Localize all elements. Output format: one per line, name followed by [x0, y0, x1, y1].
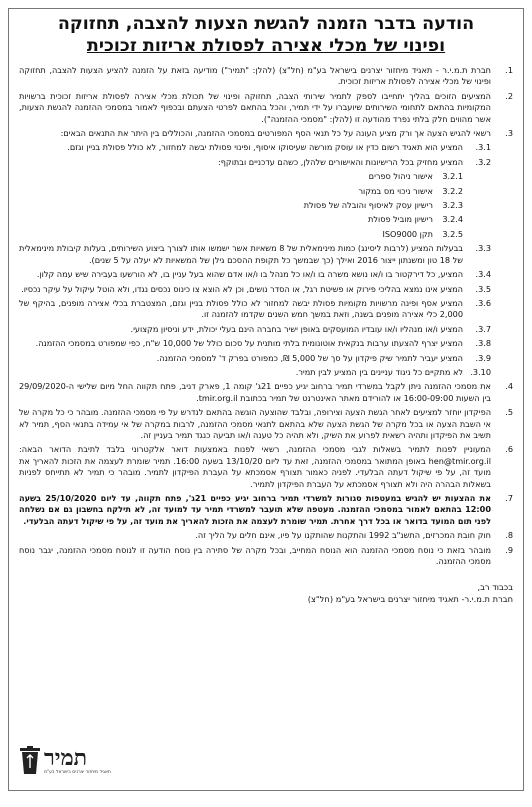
condition-item — [19, 324, 491, 335]
condition-text: המציע אינו נמצא בהליכי פירוק או פשיטת רגל, או הסדר נושים, וכן לא הוצא צו כינוס נכסים נגדו, ולא הוטל עיקול על עיקר נכסיו. — [21, 283, 463, 294]
item-text: הפיקדון יוחזר למציעים לאחר הגשת הצעה וצירופה, ובלבד שהוצעה הוגשה בהתאם לנדרש על פי מסמכי ההזמנה. מובהר כי כל מקרה של אי השבת הצעה או בכל מקרה של הגשת הצעה שלא בהתאם לתנאי מסמכי ההזמנה, לרבות במקרה של אי עמידה בתנאי הסף, תמיר לא תשיב את הפיקדון ותהיה רשאית לפרוע את השיק, ולא תהיה כל טענה ו/או תביעה כנגד תמיר בעניין זה. — [19, 407, 491, 440]
license-number: 3.2.2 — [442, 185, 463, 196]
list-item — [19, 91, 513, 125]
item-text: המציעים הזוכים בהליך יתחייבו לספק לתמיר שירותי הצבה, תחזוקה ופינוי של תכולת מכלי אצירה לפסולת אריזות זכוכית ברשויות המקומיות בהתאם לתחומי השירותים שיועברו על ידי תמיר, והכל בהתאם לפרטי הצעתם ובכפוף לאמור במסמכי ההזמנה להגשת הצעות, אשר מהווים חלק בלתי נפרד מהודעה זו (להלן: "מסמכי ההזמנה"). — [19, 90, 491, 124]
condition-item — [19, 367, 491, 378]
condition-item — [19, 284, 491, 295]
condition-item — [19, 157, 491, 168]
license-number: 3.2.3 — [442, 200, 463, 211]
condition-text: המציע, כל דירקטור בו ו/או נושא משרה בו ו/או כל מנהל בו ו/או אדם שהוא בעל עניין בו, לא הורשעו בעבירה שיש עמה קלון. — [36, 269, 463, 280]
license-text: רישיון עסק לאיסוף והובלה של פסולת — [303, 200, 433, 211]
license-text: אישור ניהול ספרים — [368, 171, 433, 182]
license-list — [19, 171, 513, 240]
list-item — [19, 545, 513, 568]
tmir-logo — [19, 746, 129, 784]
license-item — [19, 186, 463, 197]
list-item — [19, 530, 513, 541]
notice-title-line1: הודעה בדבר הזמנה להגשת הצעות להצבה, תחזוקה — [57, 14, 475, 34]
item-number: 5. — [505, 407, 513, 418]
logo-tagline: תאגיד מיחזור יצרנים בישראל בע"מ — [44, 770, 111, 775]
license-item — [19, 214, 463, 225]
item-number: 3. — [505, 128, 513, 139]
item-text: את מסמכי ההזמנה ניתן לקבל במשרדי תמיר ברחוב יגיע כפיים 21ג' קומה 1, פארק דניב, פתח תקווה החל מיום שלישי ה-29/09/2020 בין השעות 16:00-09:00 או להורידם מאתר האינטרנט של תמיר בכתובת tmir.org.il. — [19, 381, 491, 403]
list-item — [19, 128, 513, 139]
item-number: 6. — [505, 444, 513, 455]
item-text: את ההצעות יש להגיש במעטפות סגורות למשרדי תמיר ברחוב יגיע כפיים 21ג', פתח תקווה, עד ליום 25/10/2020 בשעה 12:00 בהתאם לאמור במסמכי ההזמנה. מעטפה שלא תועבר למשרדי תמיר עד למועד זה, לא תילקח בחשבון גם אם נשלחה לפני תום המועד בדואר או בכל דרך אחרת. תמיר שומרת לעצמה את הזכות להאריך את מועד זה, על פי שיקול דעתה הבלעדי. — [19, 493, 491, 526]
condition-number: 3.2. — [475, 156, 491, 167]
item-text: חוק חובת המכרזים, התשנ"ב 1992 והתקנות שהותקנו על פיו, אינם חלים על הליך זה. — [195, 530, 491, 541]
license-text: אישור ניכוי מס במקור — [358, 185, 433, 196]
license-item — [19, 200, 463, 211]
closing-signature: חברת ת.מ.י.ר- תאגיד מיחזור יצרנים בישראל בע"מ (חל"צ) — [307, 594, 513, 605]
closing-regards: בכבוד רב, — [477, 582, 513, 593]
condition-item — [19, 142, 491, 153]
condition-text: המציע יעביר לתמיר שיק פיקדון על סך של 5,000 ₪, כמפורט בפרק ד' למסמכי ההזמנה. — [156, 352, 463, 363]
condition-item — [19, 338, 491, 349]
license-text: תקן ISO9000 — [382, 228, 433, 239]
closing — [19, 581, 513, 605]
condition-number: 3.6. — [475, 297, 491, 308]
license-number: 3.2.5 — [442, 228, 463, 239]
item-text: מובהר בזאת כי נוסח מסמכי ההזמנה הוא הנוסח המחייב, ובכל מקרה של סתירה בין נוסח הודעה זו לנוסח מסמכי ההזמנה, יגבר נוסח מסמכי ההזמנה. — [19, 544, 491, 567]
condition-text: המציע הוא תאגיד רשום כדין או עוסק מורשה שעיסוקו איסוף, ופינוי פסולת יבשה למחזור, לא כולל פסולת בניין וגזם. — [67, 142, 463, 153]
condition-number: 3.3. — [475, 243, 491, 254]
logo-word: תמיר — [44, 745, 88, 771]
condition-number: 3.1. — [475, 142, 491, 153]
condition-item — [19, 298, 491, 321]
condition-text: המציע אסף ופינה מרשויות מקומיות פסולת יבשה למחזור לא כולל פסולת בניין וגזם, המצטברת בכלי אצירה מופנים, בהיקף של 2,000 כלי אצירה מופנים בשנה, וזאת במשך חמש השנים שקדמו להזמנה זו. — [19, 297, 463, 320]
license-item — [19, 229, 463, 240]
item-text: חברת ת.מ.י.ר - תאגיד מיחזור יצרנים בישראל בע"מ (חל"צ) (להלן: "תמיר") מודיעה בזאת על הזמנה להציע הצעות להצבה, תחזוקה ופינוי של מכלי אצירה לפסולת אריזות זכוכית. — [19, 65, 491, 87]
license-item — [19, 171, 463, 182]
list-item — [19, 65, 513, 88]
notice-body — [19, 65, 513, 567]
item-text: המעוניין לפנות לתמיר בשאלות לגבי מסמכי ההזמנה, רשאי לפנות באמצעות דואר אלקטרוני בלבד לתיבת הדואר הבאה: hen@tmir.org.il באופן המתואר במסמכי ההזמנה, זאת עד ליום 13/10/20 בשעה 16:00. תמיר שומרת לעצמה את הזכות להאריך את מועד זה, על פי שיקול דעתה הבלעדי. לפניה כאמור תצורף אסמכתא על העברת הפיקדון לתמיר. מובהר כי תמיר לא תתייחס לפניות בשאלות הבהרה היה ולא תצורף אסמכתא על העברת הפיקדון לתמיר. — [19, 444, 492, 489]
condition-number: 3.10. — [470, 366, 491, 377]
list-item — [19, 493, 513, 527]
license-text: רישיון מוביל פסולת — [368, 214, 433, 225]
condition-number: 3.4. — [475, 269, 491, 280]
item-number: 8. — [505, 530, 513, 541]
condition-text: המציע יצרף להצעתו ערבות בנקאית אוטונומית בלתי מותנית על סכום כולל של 10,000 ש"ח, כפי שמפורט במסמכי ההזמנה. — [35, 338, 463, 349]
item-number: 1. — [505, 65, 513, 75]
recycling-bin-logo-icon — [19, 746, 41, 776]
notice-page — [8, 8, 524, 791]
notice-title-line2: ופינוי של מכלי אצירה לפסולת אריזות זכוכית — [86, 36, 446, 56]
item-text: רשאי להגיש הצעה אך ורק מציע העונה על כל תנאי הסף המפורטים במסמכי ההזמנה, והכוללים בין היתר את התנאים הבאים: — [60, 128, 491, 139]
condition-number: 3.5. — [475, 283, 491, 294]
item-number: 4. — [505, 381, 513, 392]
list-item — [19, 444, 513, 490]
condition-text: לא מתקיים כל ניגוד עניינים בין המציע לבין תמיר. — [295, 366, 463, 377]
list-item — [19, 381, 513, 404]
condition-text: המציע ו/או מנהליו ו/או עובדיו המועסקים באופן ישיר בחברה הינם בעלי יכולת, ידע וניסיון מקצועי. — [130, 323, 463, 334]
condition-number: 3.8. — [475, 338, 491, 349]
condition-number: 3.9. — [475, 352, 491, 363]
condition-item — [19, 269, 491, 280]
item-number: 2. — [505, 90, 513, 101]
condition-item — [19, 353, 491, 364]
license-number: 3.2.4 — [442, 214, 463, 225]
condition-text: בבעלות המציע (לרבות ליסינג) כמות מינימאלית של 8 משאיות אשר ישמשו אותו לצורך ביצוע השירותים, בעלות קיבולת מינימאלית של 18 טון ומשנתון ייצור 2016 ואילך (כך שבמשך כל תקופת ההסכם גילן של המשאיות לא יעלה על 5 שנים). — [19, 243, 463, 265]
condition-text: המציע מחזיק בכל הרישיונות והאישורים שלהלן, כשהם עדכניים ובתוקף: — [218, 156, 463, 167]
item-number: 7. — [505, 493, 513, 503]
license-number: 3.2.1 — [442, 171, 463, 182]
condition-number: 3.7. — [475, 323, 491, 334]
list-item — [19, 407, 513, 441]
condition-item — [19, 243, 491, 266]
item-number: 9. — [505, 544, 513, 555]
